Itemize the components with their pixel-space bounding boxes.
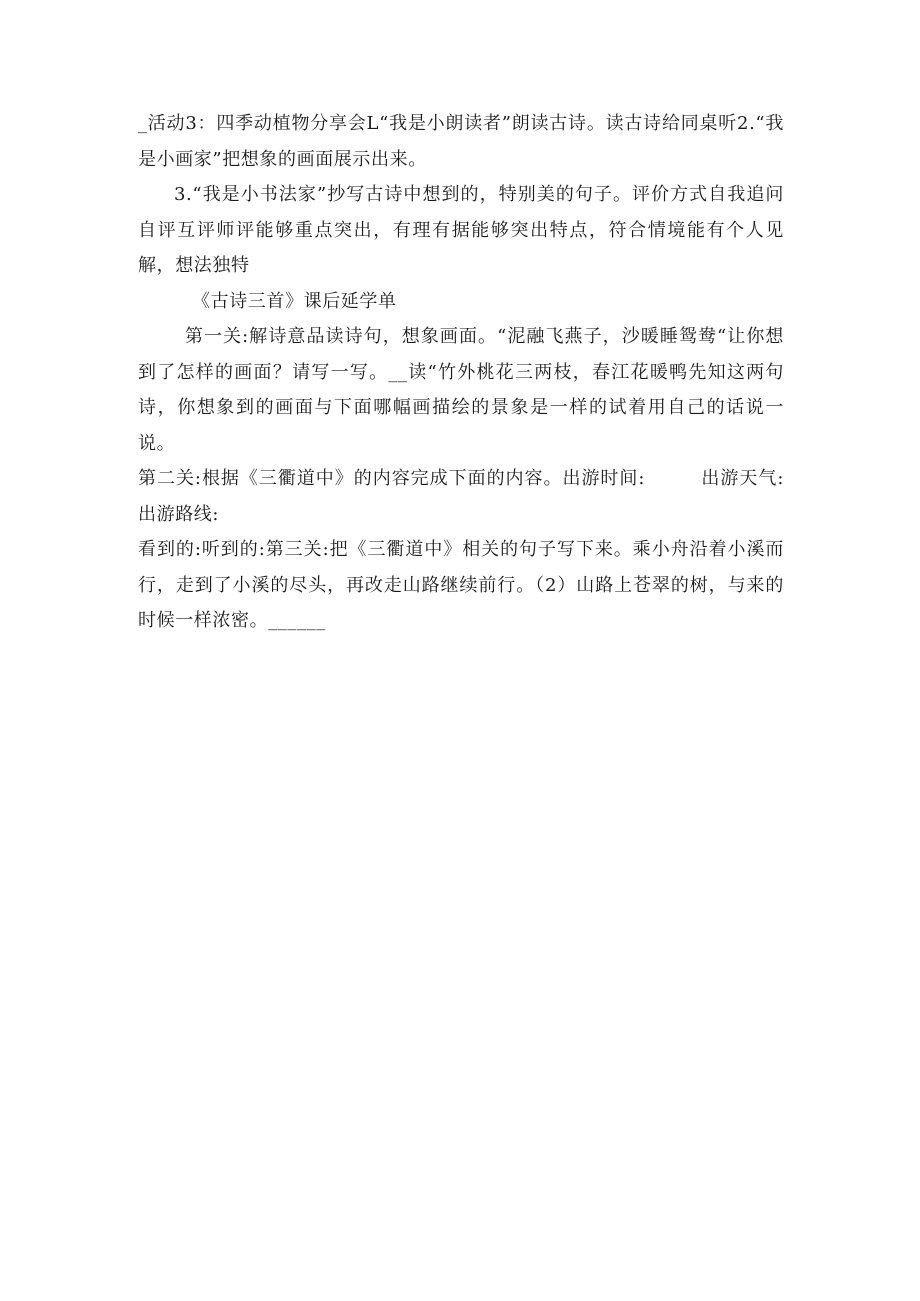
worksheet-title: 《古诗三首》课后延学单 bbox=[192, 290, 397, 312]
calligraphy-evaluation-paragraph: 3.“我是小书法家”抄写古诗中想到的，特别美的句子。评价方式自我追问自评互评师评能够重点突出，有理有据能够突出特点，符合情境能有个人见解，想法独特 bbox=[138, 184, 784, 276]
document-body bbox=[138, 106, 784, 639]
level-two-paragraph bbox=[138, 461, 784, 532]
level-one-paragraph: 第一关:解诗意品读诗句，想象画面。“泥融飞燕子，沙暖睡鸳鸯“让你想到了怎样的画面？请写一写。__读“竹外桃花三两枝，春江花暖鸭先知这两句诗，你想象到的画面与下面哪幅画描绘的景象是一样的试着用自己的话说一说。 bbox=[138, 326, 784, 454]
level-three-paragraph: 看到的:听到的:第三关:把《三衢道中》相关的句子写下来。乘小舟沿着小溪而行，走到了小溪的尽头，再改走山路继续前行。（2）山路上苍翠的树，与来的时候一样浓密。______ bbox=[138, 539, 784, 631]
level-two-text: 第二关:根据《三衢道中》的内容完成下面的内容。出游时间: bbox=[138, 468, 646, 489]
activity-paragraph: _活动3：四季动植物分享会L“我是小朗读者”朗读古诗。读古诗给同桌听2.“我是小画家”把想象的画面展示出来。 bbox=[138, 113, 784, 170]
level-two-text-continued: 出游天气:出游路线: bbox=[138, 468, 784, 525]
